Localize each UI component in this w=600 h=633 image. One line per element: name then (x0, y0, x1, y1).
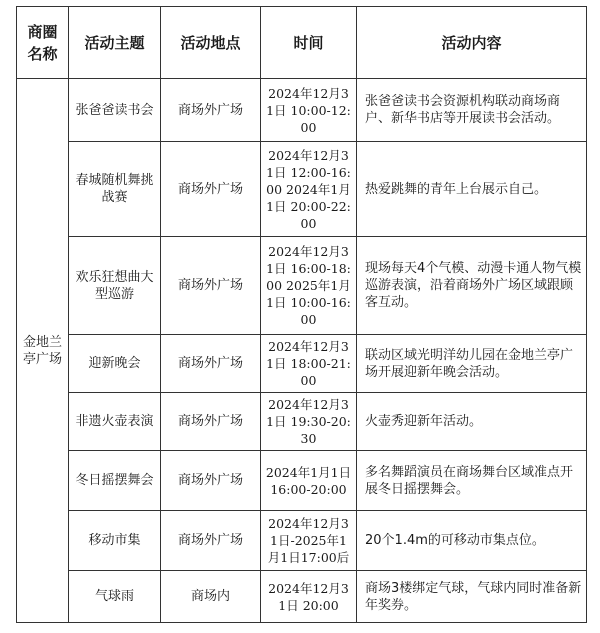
location-cell: 商场外广场 (161, 451, 261, 511)
header-row (17, 7, 587, 79)
time-cell: 2024年12月31日 18:00-21:00 (261, 335, 357, 393)
time-cell: 2024年12月31日 20:00 (261, 571, 357, 623)
location-cell: 商场外广场 (161, 79, 261, 142)
theme-cell: 欢乐狂想曲大型巡游 (69, 237, 161, 335)
header-time: 时间 (261, 7, 357, 79)
time-cell: 2024年12月31日 12:00-16:00 2024年1月1日 20:00-22:00 (261, 142, 357, 237)
theme-cell: 迎新晚会 (69, 335, 161, 393)
header-theme: 活动主题 (69, 7, 161, 79)
table-row (17, 237, 587, 335)
theme-cell: 冬日摇摆舞会 (69, 451, 161, 511)
location-cell: 商场外广场 (161, 237, 261, 335)
time-cell: 2024年1月1日 16:00-20:00 (261, 451, 357, 511)
time-cell: 2024年12月31日 19:30-20:30 (261, 393, 357, 451)
content-cell: 热爱跳舞的青年上台展示自己。 (357, 142, 587, 237)
table-row (17, 142, 587, 237)
content-cell: 火壶秀迎新年活动。 (357, 393, 587, 451)
table-row (17, 335, 587, 393)
table-row (17, 511, 587, 571)
time-cell: 2024年12月31日 16:00-18:00 2025年1月1日 10:00-16:00 (261, 237, 357, 335)
district-cell: 金地兰亭广场 (17, 79, 69, 623)
content-cell: 联动区域光明洋幼儿园在金地兰亭广场开展迎新年晚会活动。 (357, 335, 587, 393)
content-cell: 张爸爸读书会资源机构联动商场商户、新华书店等开展读书会活动。 (357, 79, 587, 142)
header-location: 活动地点 (161, 7, 261, 79)
content-cell: 商场3楼绑定气球，气球内同时准备新年奖券。 (357, 571, 587, 623)
content-cell: 20个1.4m的可移动市集点位。 (357, 511, 587, 571)
theme-cell: 气球雨 (69, 571, 161, 623)
theme-cell: 张爸爸读书会 (69, 79, 161, 142)
activity-table (16, 6, 587, 623)
theme-cell: 春城随机舞挑战赛 (69, 142, 161, 237)
time-cell: 2024年12月31日-2025年1月1日17:00后 (261, 511, 357, 571)
location-cell: 商场外广场 (161, 335, 261, 393)
header-district: 商圈名称 (17, 7, 69, 79)
location-cell: 商场外广场 (161, 142, 261, 237)
time-cell: 2024年12月31日 10:00-12:00 (261, 79, 357, 142)
table-row (17, 393, 587, 451)
theme-cell: 非遗火壶表演 (69, 393, 161, 451)
table-row (17, 571, 587, 623)
content-cell: 现场每天4个气模、动漫卡通人物气模巡游表演，沿着商场外广场区域跟顾客互动。 (357, 237, 587, 335)
location-cell: 商场内 (161, 571, 261, 623)
table-row (17, 79, 587, 142)
location-cell: 商场外广场 (161, 511, 261, 571)
content-cell: 多名舞蹈演员在商场舞台区域准点开展冬日摇摆舞会。 (357, 451, 587, 511)
table-row (17, 451, 587, 511)
header-content: 活动内容 (357, 7, 587, 79)
location-cell: 商场外广场 (161, 393, 261, 451)
theme-cell: 移动市集 (69, 511, 161, 571)
